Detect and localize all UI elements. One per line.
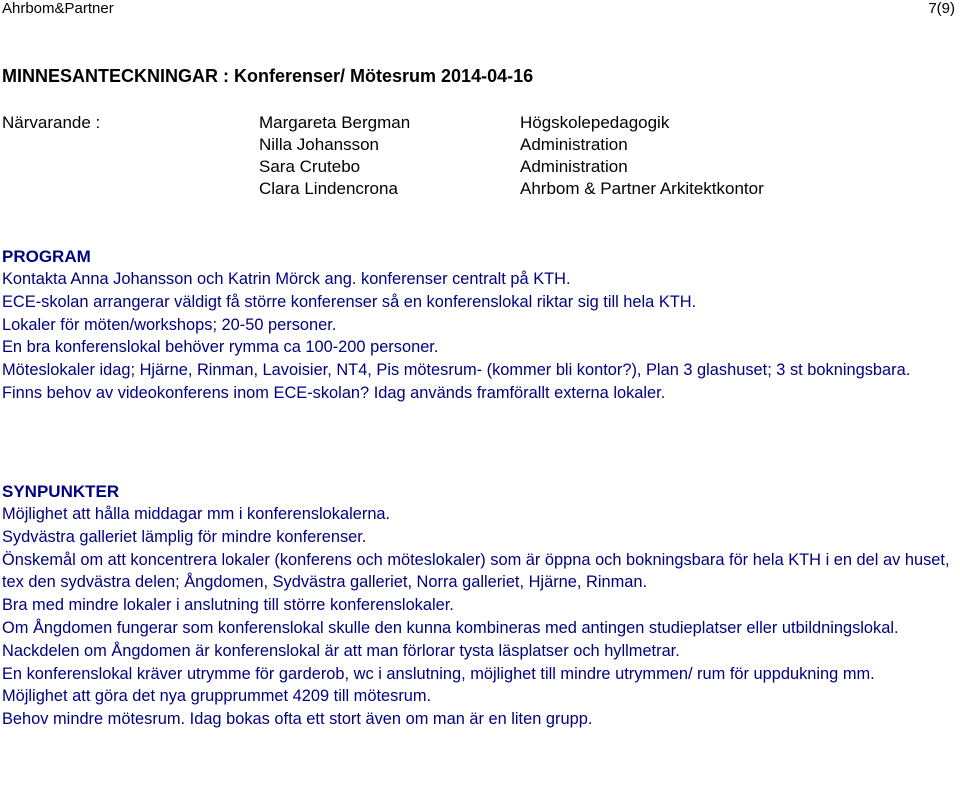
program-line: Kontakta Anna Johansson och Katrin Mörck ang. konferenser centralt på KTH.	[2, 270, 571, 288]
program-section	[2, 246, 954, 405]
page-header	[0, 0, 957, 18]
synpunkter-line: Om Ångdomen fungerar som konferenslokal skulle den kunna kombineras med antingen studieplatser eller utbildningslokal.	[2, 618, 899, 637]
attendee-name: Nilla Johansson	[259, 135, 380, 154]
program-line: Möteslokaler idag; Hjärne, Rinman, Lavoisier, NT4, Pis mötesrum- (kommer bli kontor?), Plan 3 glashuset; 3 st bokningsbara.	[2, 361, 911, 380]
synpunkter-line: Bra med mindre lokaler i anslutning till större konferenslokaler.	[2, 596, 454, 615]
program-line: Lokaler för möten/workshops; 20-50 personer.	[2, 315, 337, 334]
synpunkter-lines	[2, 503, 954, 731]
attendee-row	[2, 156, 952, 178]
attendee-department: Högskolepedagogik	[520, 113, 670, 132]
attendee-department: Administration	[520, 157, 628, 176]
synpunkter-line: Behov mindre mötesrum. Idag bokas ofta ett stort även om man är en liten grupp.	[2, 710, 593, 729]
synpunkter-line: Nackdelen om Ångdomen är konferenslokal är att man förlorar tysta läsplatser och hyllmetrar.	[2, 641, 680, 660]
attendee-row	[2, 134, 952, 156]
synpunkter-line: En konferenslokal kräver utrymme för garderob, wc i anslutning, möjlighet till mindre utrymmen/ rum för uppdukning mm.	[2, 664, 875, 683]
attendee-row	[2, 178, 952, 200]
synpunkter-line: Sydvästra galleriet lämplig för mindre konferenser.	[2, 527, 367, 546]
attendee-department: Administration	[520, 135, 628, 154]
attendance-label: Närvarande :	[2, 113, 101, 132]
program-heading: PROGRAM	[2, 247, 91, 266]
program-lines	[2, 268, 954, 405]
company-name: Ahrbom&Partner	[2, 0, 114, 17]
attendee-department: Ahrbom & Partner Arkitektkontor	[520, 179, 764, 198]
synpunkter-line: Möjlighet att hålla middagar mm i konferenslokalerna.	[2, 505, 391, 523]
page-number: 7(9)	[928, 0, 955, 17]
program-line: ECE-skolan arrangerar väldigt få större konferenser så en konferenslokal riktar sig till hela KTH.	[2, 292, 697, 311]
program-line: En bra konferenslokal behöver rymma ca 100-200 personer.	[2, 338, 439, 357]
program-line: Finns behov av videokonferens inom ECE-skolan? Idag används framförallt externa lokaler.	[2, 383, 666, 402]
synpunkter-heading: SYNPUNKTER	[2, 482, 120, 501]
document-title: MINNESANTECKNINGAR : Konferenser/ Mötesrum 2014-04-16	[2, 66, 534, 86]
synpunkter-line: Önskemål om att koncentrera lokaler (konferens och möteslokaler) som är öppna och bokningsbara för hela KTH i en del av huset, tex den sydvästra delen; Ångdomen, Sydvästra galleriet, Norra galleriet, Hjärne, Rinman.	[2, 550, 950, 592]
synpunkter-section	[2, 481, 954, 731]
attendee-name: Clara Lindencrona	[259, 179, 398, 198]
attendee-name: Margareta Bergman	[259, 113, 411, 132]
attendee-row	[2, 112, 952, 134]
synpunkter-line: Möjlighet att göra det nya grupprummet 4209 till mötesrum.	[2, 687, 432, 706]
attendee-name: Sara Crutebo	[259, 157, 361, 176]
